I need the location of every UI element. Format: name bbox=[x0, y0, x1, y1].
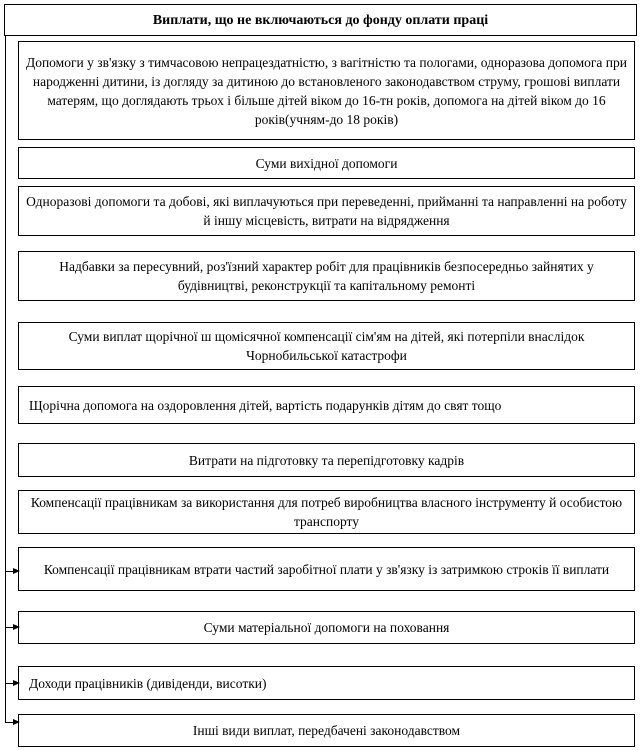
arrow-to-item-9 bbox=[5, 571, 19, 572]
arrow-to-item-10 bbox=[5, 627, 19, 628]
item-box-11: Доходи працівників (дивіденди, висотки) bbox=[18, 666, 635, 700]
item-box-10: Суми матеріальної допомоги на поховання bbox=[18, 611, 635, 644]
item-box-6: Щорічна допомога на оздоровлення дітей, вартість подарунків дітям до свят тощо bbox=[18, 386, 635, 424]
arrow-to-item-11 bbox=[5, 683, 19, 684]
item-box-8: Компенсації працівникам за використання для потреб виробництва власного інструменту й особистою транспорту bbox=[18, 490, 635, 534]
item-box-2: Суми вихідної допомоги bbox=[18, 147, 635, 179]
item-box-5: Суми виплат щорічної ш щомісячної компенсації сім'ям на дітей, які потерпіли внаслідок Чорнобильської катастрофи bbox=[18, 322, 635, 370]
item-box-3: Одноразові допомоги та добові, які виплачуються при переведенні, прийманні та направленні на роботу й іншу місцевість, витрати на відрядження bbox=[18, 186, 635, 236]
item-box-9: Компенсації працівникам втрати частий заробітної плати у зв'язку із затримкою строків її виплати bbox=[18, 547, 635, 591]
item-box-7: Витрати на підготовку та перепідготовку кадрів bbox=[18, 443, 635, 477]
arrow-to-item-12 bbox=[5, 722, 19, 723]
item-box-1: Допомоги у зв'язку з тимчасовою непрацездатністю, з вагітністю та пологами, одноразова допомога при народженні дитини, із догляду за дитиною до встановленого законодавством струму, грошові виплати матерям, що доглядають трьох і більше дітей віком до 16-тн років, допомога на дітей віком до 16 років(учням-до 18 років) bbox=[18, 41, 635, 140]
item-box-4: Надбавки за пересувний, роз'їзний характер робіт для працівників безпосередньо зайнятих у будівництві, реконструкції та капітальному ремонті bbox=[18, 251, 635, 301]
item-box-12: Інші види виплат, передбачені законодавством bbox=[18, 714, 635, 747]
connector-spine bbox=[5, 36, 6, 723]
diagram-title: Виплати, що не включаються до фонду оплати праці bbox=[4, 4, 637, 36]
